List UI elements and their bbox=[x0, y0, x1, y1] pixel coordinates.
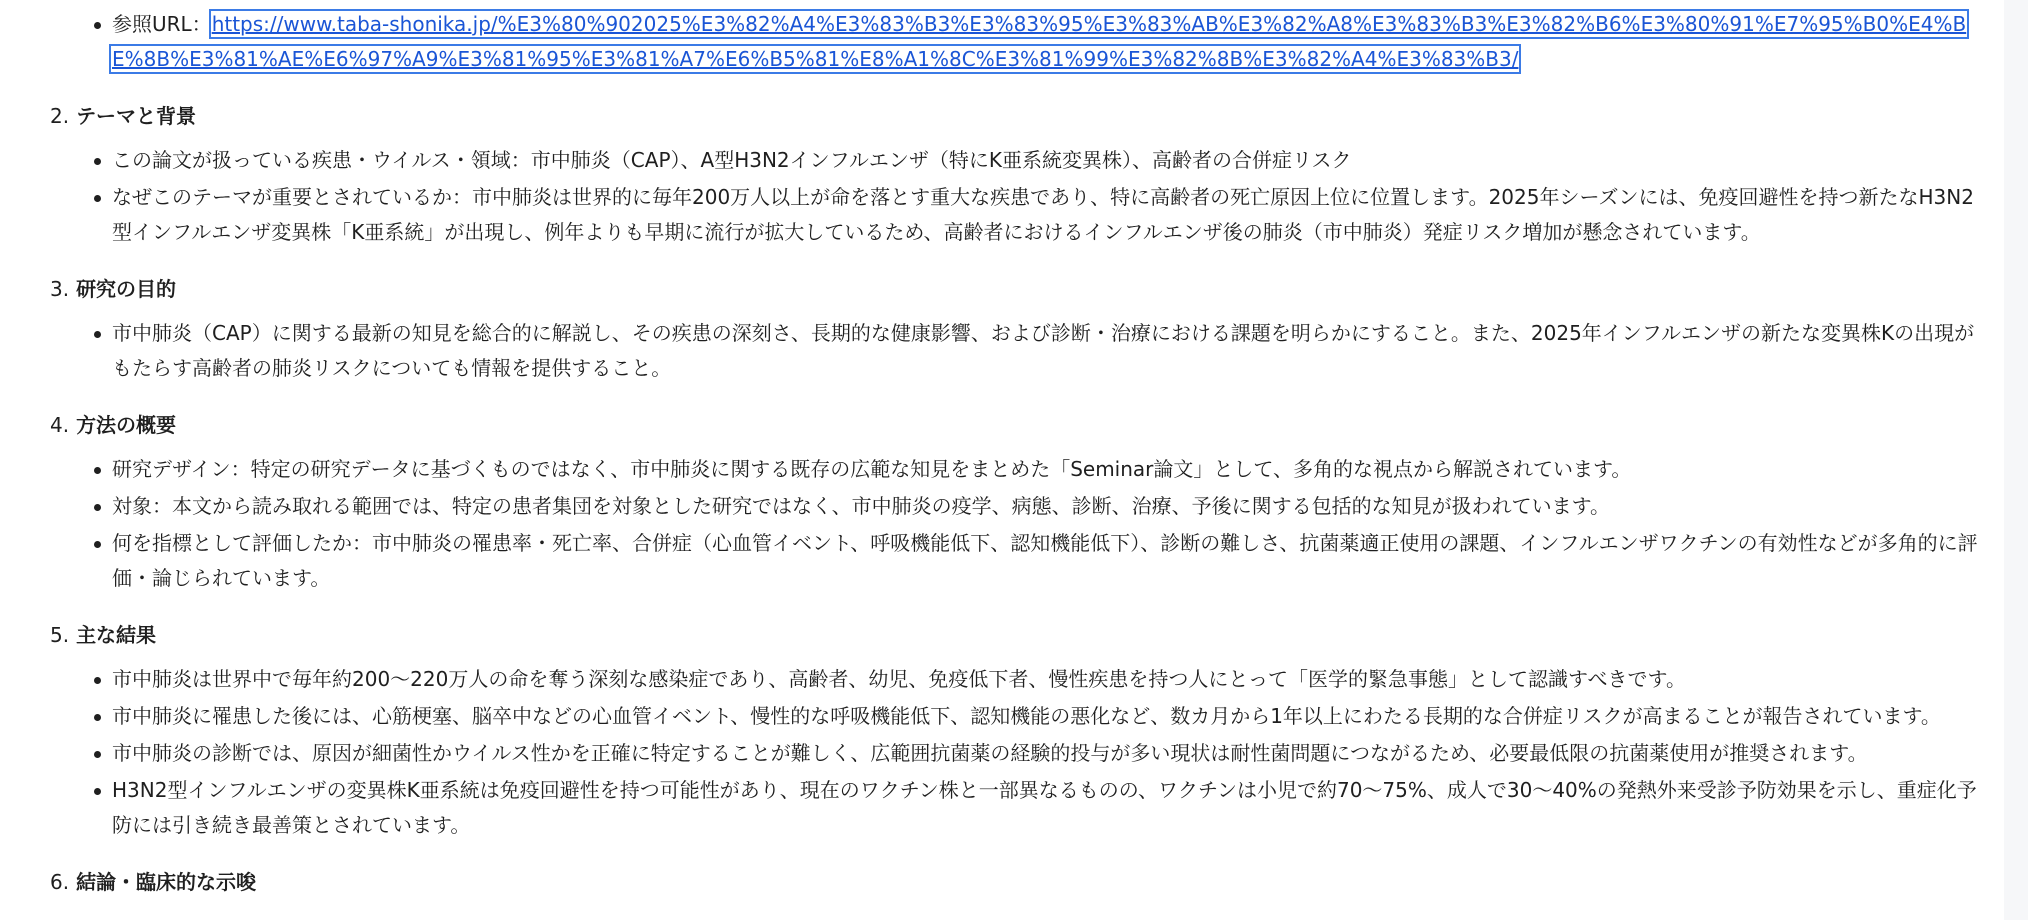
section-number: 2. bbox=[50, 104, 70, 128]
section-number: 5. bbox=[50, 623, 70, 647]
list-item: なぜこのテーマが重要とされているか：市中肺炎は世界的に毎年200万人以上が命を落とす重大な疾患であり、特に高齢者の死亡原因上位に位置します。2025年シーズンには、免疫回避性を持つ新たなH3N2型インフルエンザ変異株「K亜系統」が出現し、例年よりも早期に流行が拡大しているため、高齢者におけるインフルエンザ後の肺炎（市中肺炎）発症リスク増加が懸念されています。 bbox=[50, 180, 1990, 250]
list-item: 市中肺炎に罹患した後には、心筋梗塞、脳卒中などの心血管イベント、慢性的な呼吸機能低下、認知機能の悪化など、数カ月から1年以上にわたる長期的な合併症リスクが高まることが報告されています。 bbox=[50, 699, 1990, 734]
section-number: 4. bbox=[50, 413, 70, 437]
page-edge-strip bbox=[2004, 0, 2028, 920]
section-heading-conclusion bbox=[50, 867, 1990, 897]
section-title: 結論・臨床的な示唆 bbox=[76, 870, 257, 894]
section-title: 主な結果 bbox=[76, 623, 157, 647]
reference-list bbox=[50, 7, 1990, 77]
section-list-purpose bbox=[50, 316, 1990, 386]
section-heading-purpose bbox=[50, 274, 1990, 304]
list-item: 市中肺炎は世界中で毎年約200〜220万人の命を奪う深刻な感染症であり、高齢者、幼児、免疫低下者、慢性疾患を持つ人にとって「医学的緊急事態」として認識すべきです。 bbox=[50, 662, 1990, 697]
summary-document bbox=[50, 3, 1990, 909]
section-title: テーマと背景 bbox=[76, 104, 197, 128]
section-heading-methods bbox=[50, 410, 1990, 440]
section-list-results bbox=[50, 662, 1990, 843]
section-list-theme bbox=[50, 143, 1990, 250]
section-heading-theme bbox=[50, 101, 1990, 131]
section-title: 方法の概要 bbox=[76, 413, 177, 437]
section-number: 6. bbox=[50, 870, 70, 894]
list-item: この論文が扱っている疾患・ウイルス・領域：市中肺炎（CAP）、A型H3N2インフルエンザ（特にK亜系統変異株）、高齢者の合併症リスク bbox=[50, 143, 1990, 178]
list-item: 市中肺炎（CAP）に関する最新の知見を総合的に解説し、その疾患の深刻さ、長期的な健康影響、および診断・治療における課題を明らかにすること。また、2025年インフルエンザの新たな変異株Kの出現がもたらす高齢者の肺炎リスクについても情報を提供すること。 bbox=[50, 316, 1990, 386]
section-list-methods bbox=[50, 452, 1990, 596]
list-item: 研究デザイン：特定の研究データに基づくものではなく、市中肺炎に関する既存の広範な知見をまとめた「Seminar論文」として、多角的な視点から解説されています。 bbox=[50, 452, 1990, 487]
list-item: H3N2型インフルエンザの変異株K亜系統は免疫回避性を持つ可能性があり、現在のワクチン株と一部異なるものの、ワクチンは小児で約70〜75%、成人で30〜40%の発熱外来受診予防効果を示し、重症化予防には引き続き最善策とされています。 bbox=[50, 773, 1990, 843]
section-title: 研究の目的 bbox=[76, 277, 177, 301]
list-item: 何を指標として評価したか：市中肺炎の罹患率・死亡率、合併症（心血管イベント、呼吸機能低下、認知機能低下）、診断の難しさ、抗菌薬適正使用の課題、インフルエンザワクチンの有効性などが多角的に評価・論じられています。 bbox=[50, 526, 1990, 596]
list-item: 対象：本文から読み取れる範囲では、特定の患者集団を対象とした研究ではなく、市中肺炎の疫学、病態、診断、治療、予後に関する包括的な知見が扱われています。 bbox=[50, 489, 1990, 524]
reference-item bbox=[50, 7, 1990, 77]
section-heading-results bbox=[50, 620, 1990, 650]
section-number: 3. bbox=[50, 277, 70, 301]
reference-label: 参照URL： bbox=[112, 12, 212, 36]
reference-link[interactable]: https://www.taba-shonika.jp/%E3%80%902025%E3%82%A4%E3%83%B3%E3%83%95%E3%83%AB%E3%82%A8%E3%83%B3%E3%82%B6%E3%80%91%E7%95%B0%E4%BE%8B%E3%81%AE%E6%97%A9%E3%81%95%E3%81%A7%E6%B5%81%E8%A1%8C%E3%81%99%E3%82%8B%E3%82%A4%E3%83%B3/ bbox=[112, 12, 1967, 71]
list-item: 市中肺炎の診断では、原因が細菌性かウイルス性かを正確に特定することが難しく、広範囲抗菌薬の経験的投与が多い現状は耐性菌問題につながるため、必要最低限の抗菌薬使用が推奨されます。 bbox=[50, 736, 1990, 771]
